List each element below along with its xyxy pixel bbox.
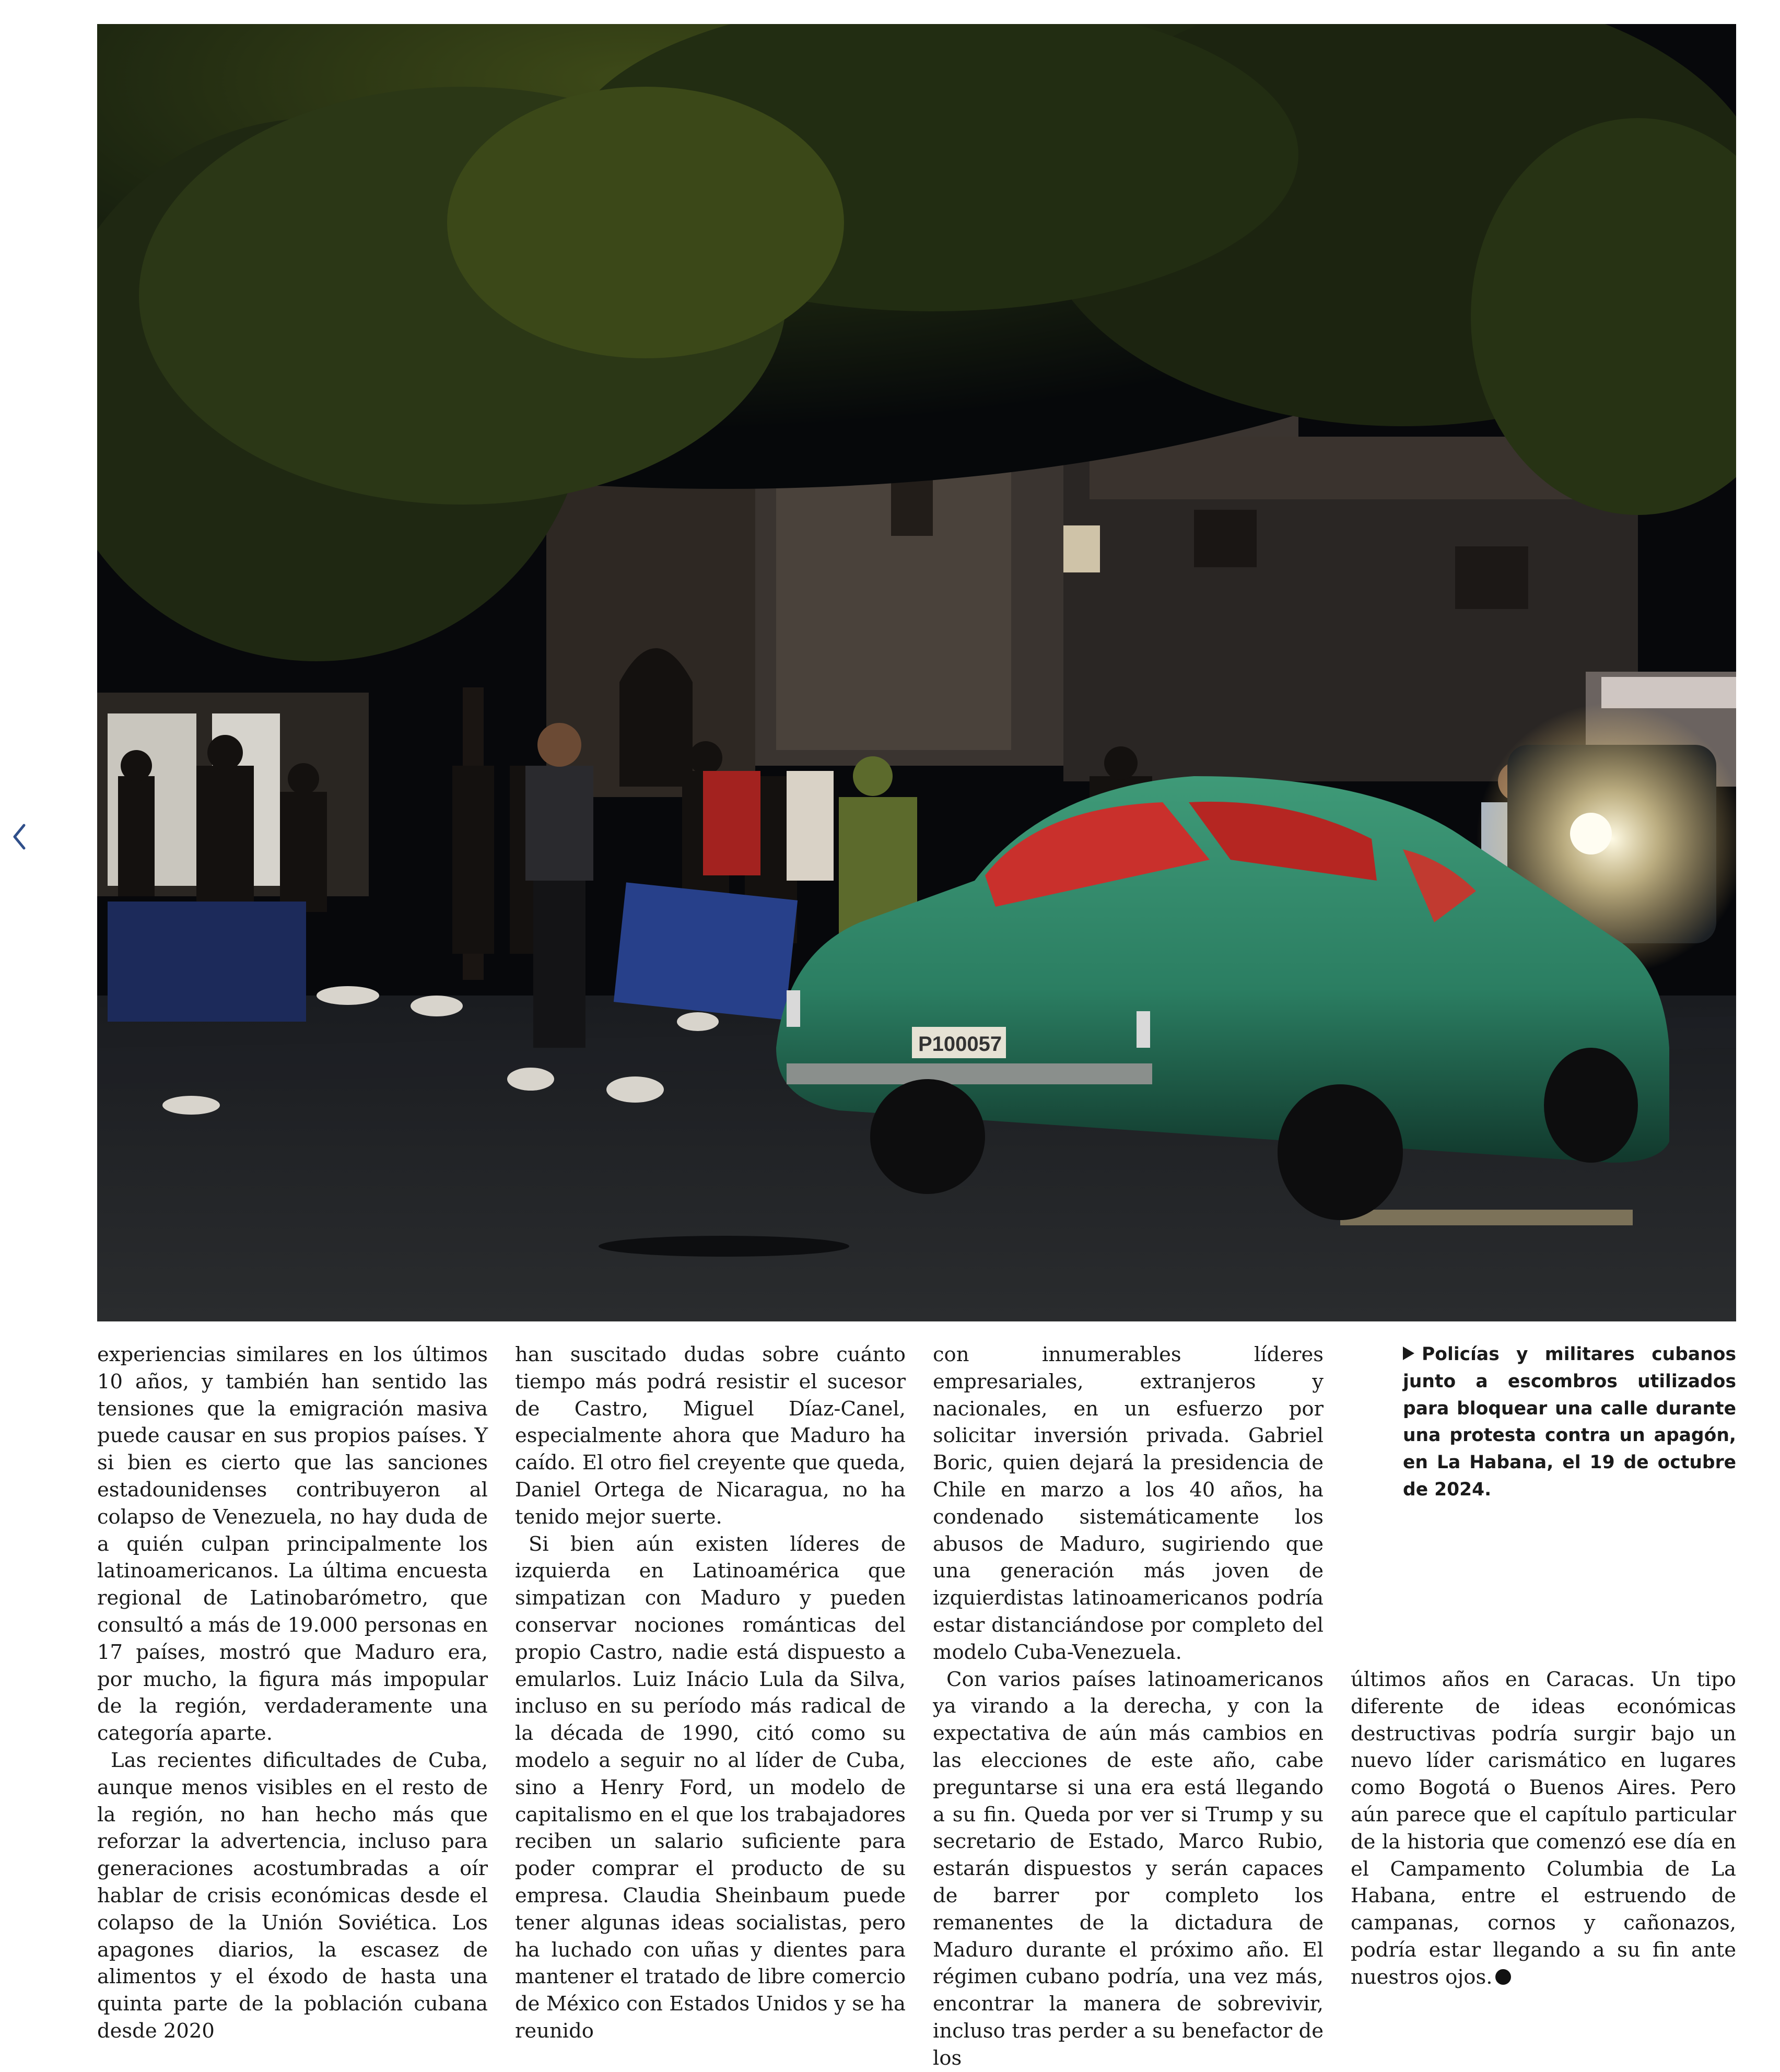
paragraph — [1351, 1666, 1736, 1991]
paragraph: con innumerables líderes empresariales, extranjeros y nacionales, en un esfuerzo por solicitar inversión privada. Gabriel Boric, quien dejará la presidencia de Chile en marzo a los 40 años, ha condenado sistemáticamente los abusos de Maduro, sugiriendo que una generación más joven de izquierdistas latinoamericanos podría estar distanciándose por completo del modelo Cuba-Venezuela. — [933, 1343, 1324, 1664]
previous-page-button[interactable] — [7, 819, 30, 854]
license-plate: P100057 — [918, 1033, 1002, 1056]
article-column-2 — [515, 1341, 906, 2045]
paragraph: experiencias similares en los últimos 10 años, y también han sentido las tensiones que la emigración masiva puede causar en sus propios países. Y si bien es cierto que las sanciones estadounidenses contribuyeron al colapso de Venezuela, no hay duda de a quién culpan principalmente los latinoamericanos. La última encuesta regional de Latinobarómetro, que consultó a más de 19.000 personas en 17 países, mostró que Maduro era, por mucho, la figura más impopular de la región, verdaderamente una categoría aparte. — [97, 1343, 488, 1746]
end-of-article-dot-icon — [1495, 1969, 1511, 1985]
triangle-right-icon — [1403, 1347, 1414, 1360]
final-paragraph-text: últimos años en Caracas. Un tipo diferente de ideas económicas destructivas podría surgir bajo un nuevo líder carismático en lugares como Bogotá o Buenos Aires. Pero aún parece que el capítulo particular de la historia que comenzó ese día en el Campamento Columbia de La Habana, entre el estruendo de campanas, cornos y cañonazos, podría estar llegando a su fin ante nuestros ojos. — [1351, 1668, 1736, 1989]
paragraph: han suscitado dudas sobre cuánto tiempo más podrá resistir el sucesor de Castro, Miguel Díaz-Canel, especialmente ahora que Maduro ha caído. El otro fiel creyente que queda, Daniel Ortega de Nicaragua, no ha tenido mejor suerte. — [515, 1343, 906, 1529]
article-column-3 — [933, 1341, 1324, 2072]
paragraph: Las recientes dificultades de Cuba, aunque menos visibles en el resto de la región, no han hecho más que reforzar la advertencia, incluso para generaciones acostumbradas a oír hablar de crisis económicas desde el colapso de la Unión Soviética. Los apagones diarios, la escasez de alimentos y el éxodo de hasta una quinta parte de la población cubana desde 2020 — [97, 1748, 488, 2043]
chevron-left-icon — [7, 819, 30, 854]
paragraph: Si bien aún existen líderes de izquierda en Latinoamérica que simpatizan con Maduro y pueden conservar nociones románticas del propio Castro, nadie está dispuesto a emularlos. Luiz Inácio Lula da Silva, incluso en su período más radical de la década de 1990, citó como su modelo a seguir no al líder de Cuba, sino a Henry Ford, un modelo de capitalismo en el que los trabajadores reciben un salario suficiente para poder comprar el producto de su empresa. Claudia Sheinbaum puede tener algunas ideas socialistas, pero ha luchado con uñas y dientes para mantener el tratado de libre comercio de México con Estados Unidos y se ha reunido — [515, 1532, 906, 2043]
paragraph: Con varios países latinoamericanos ya virando a la derecha, y con la expectativa de aún más cambios en las elecciones de este año, cabe preguntarse si una era está llegando a su fin. Queda por ver si Trump y su secretario de Estado, Marco Rubio, estarán dispuestos y serán capaces de barrer por completo los remanentes de la dictadura de Maduro durante el próximo año. El régimen cubano podría, una vez más, encontrar la manera de sobrevivir, incluso tras perder a su benefactor de los — [933, 1667, 1324, 2070]
article-column-4 — [1351, 1666, 1736, 1991]
photo-caption — [1403, 1341, 1736, 1504]
night-street-scene-illustration — [97, 24, 1736, 1321]
caption-text: Policías y militares cubanos junto a escombros utilizados para bloquear una calle durante una protesta contra un apagón, en La Habana, el 19 de octubre de 2024. — [1403, 1344, 1736, 1500]
article-photo — [97, 24, 1736, 1321]
article-column-1 — [97, 1341, 488, 2045]
